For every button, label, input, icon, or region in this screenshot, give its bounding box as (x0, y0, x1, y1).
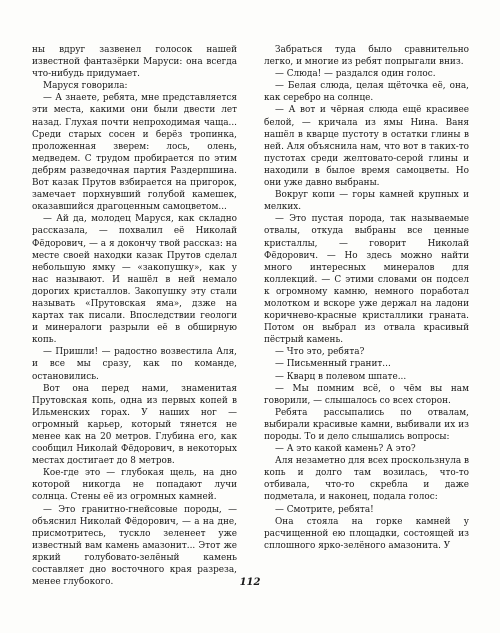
paragraph: — Что это, ребята? (275, 347, 365, 358)
paragraph: — Кварц в полевом шпате... (275, 371, 407, 382)
paragraph: Аля незаметно для всех проскользнула в копь и долго там возилась, что-то отбивала, что-то скребла и даже подметала, и наконец, подала голос: (264, 456, 469, 503)
paragraph: Забраться туда было сравнительно легко, и многие из ребят попрыгали вниз. (264, 45, 469, 68)
paragraph: Ребята рассыпались по отвалам, выбирали красивые камни, выбивали их из породы. То и дело слышались вопросы: (264, 407, 469, 442)
paragraph: — Ай да, молодец Маруся, как складно рассказала, — похвалил её Николай Фёдорович, — а я докончу твой рассказ: на месте своей находки казак Прутов сделал небольшую ямку — «закопушку», как у нас называют. И нашёл в ней немало дорогих кристаллов. Закопушку эту стали называть «Прутовская яма», дзже на картах так писали. Впоследствии геологи и минералоги разрыли её в обширную копь. (32, 214, 237, 346)
paragraph: — Белая слюда, целая щёточка её, она, как серебро на солнце. (264, 81, 469, 104)
paragraph: — А знаете, ребята, мне представляется эти места, какими они были двести лет назад. Глухая почти непроходимая чаща... Среди старых сосен и берёз тропинка, проложенная зверем: лось, олень, медведем. С трудом пробирается по этим дебрям разведочная партия Раздерпшина. Вот казак Прутов взбирается на пригорок, замечает порхнувший голубой камешек, оказавшийся драгоценным самоцветом... (32, 93, 237, 213)
paragraph: — А вот и чёрная слюда ещё красивее белой, — кричала из ямы Нина. Ваня нашёл в кварце пустоту в остатки глины в ней. Аля объяснила нам, что вот в таких-то пустотах среди желтовато-серой глины и находили в былое время самоцветы. Но они уже давно выбраны. (264, 105, 469, 189)
page-number: 112 (239, 577, 261, 588)
paragraph: — Пришли! — радостно возвестила Аля, и все мы сразу, как по команде, остановились. (32, 347, 237, 382)
paragraph: — Письменный гранит... (275, 359, 391, 370)
paragraph: — Это пустая порода, так называемые отвалы, откуда выбраны все ценные кристаллы, — говорит Николай Фёдорович. — Но здесь можно найти много интересных минералов для коллекций. — С этими словами он подсел к огромному камню, немного поработал молотком и вскоре уже держал на ладони коричнево-красные кристаллики граната. Потом он выбрал из отвала красивый пёстрый камень. (264, 214, 469, 346)
paragraph: Она стояла на горке камней у расчищенной ею площадки, состоящей из сплошного ярко-зелёного амазонита. У (264, 516, 469, 551)
paragraph: — Мы помним всё, о чём вы нам говорили, — слышалось со всех сторон. (264, 383, 469, 406)
paragraph: — Слюда! — раздался один голос. (275, 69, 436, 80)
paragraph: Маруся говорила: (43, 81, 128, 92)
paragraph: — А это какой камень? А это? (275, 444, 416, 455)
paragraph: Кое-где это — глубокая щель, на дно которой никогда не попадают лучи солнца. Стены её из огромных камней. (32, 468, 237, 503)
paragraph: — Это гранитно-гнейсовые породы, — объяснил Николай Фёдорович, — а на дне, присмотритесь, тускло зеленеет уже известный вам камень амазонит... Этот же яркий голубовато-зелёный камень составляет дно восточного края разреза, менее глубокого. (32, 504, 237, 588)
paragraph: Вокруг копи — горы камней крупных и мелких. (264, 190, 469, 213)
paragraph: Вот она перед нами, знаменитая Прутовская копь, одна из первых копей в Ильменских горах. У наших ног — огромный карьер, который тянется не менее как на 20 метров. Глубина его, как сообщил Николай Фёдорович, в некоторых местах достигает до 8 метров. (32, 383, 237, 467)
right-column (264, 44, 469, 552)
paragraph: — Смотрите, ребята! (275, 504, 374, 515)
paragraph: ны вдруг зазвенел голосок нашей известной фантазёрки Маруси: она всегда что-нибудь придумает. (32, 45, 237, 80)
left-column (32, 44, 237, 588)
